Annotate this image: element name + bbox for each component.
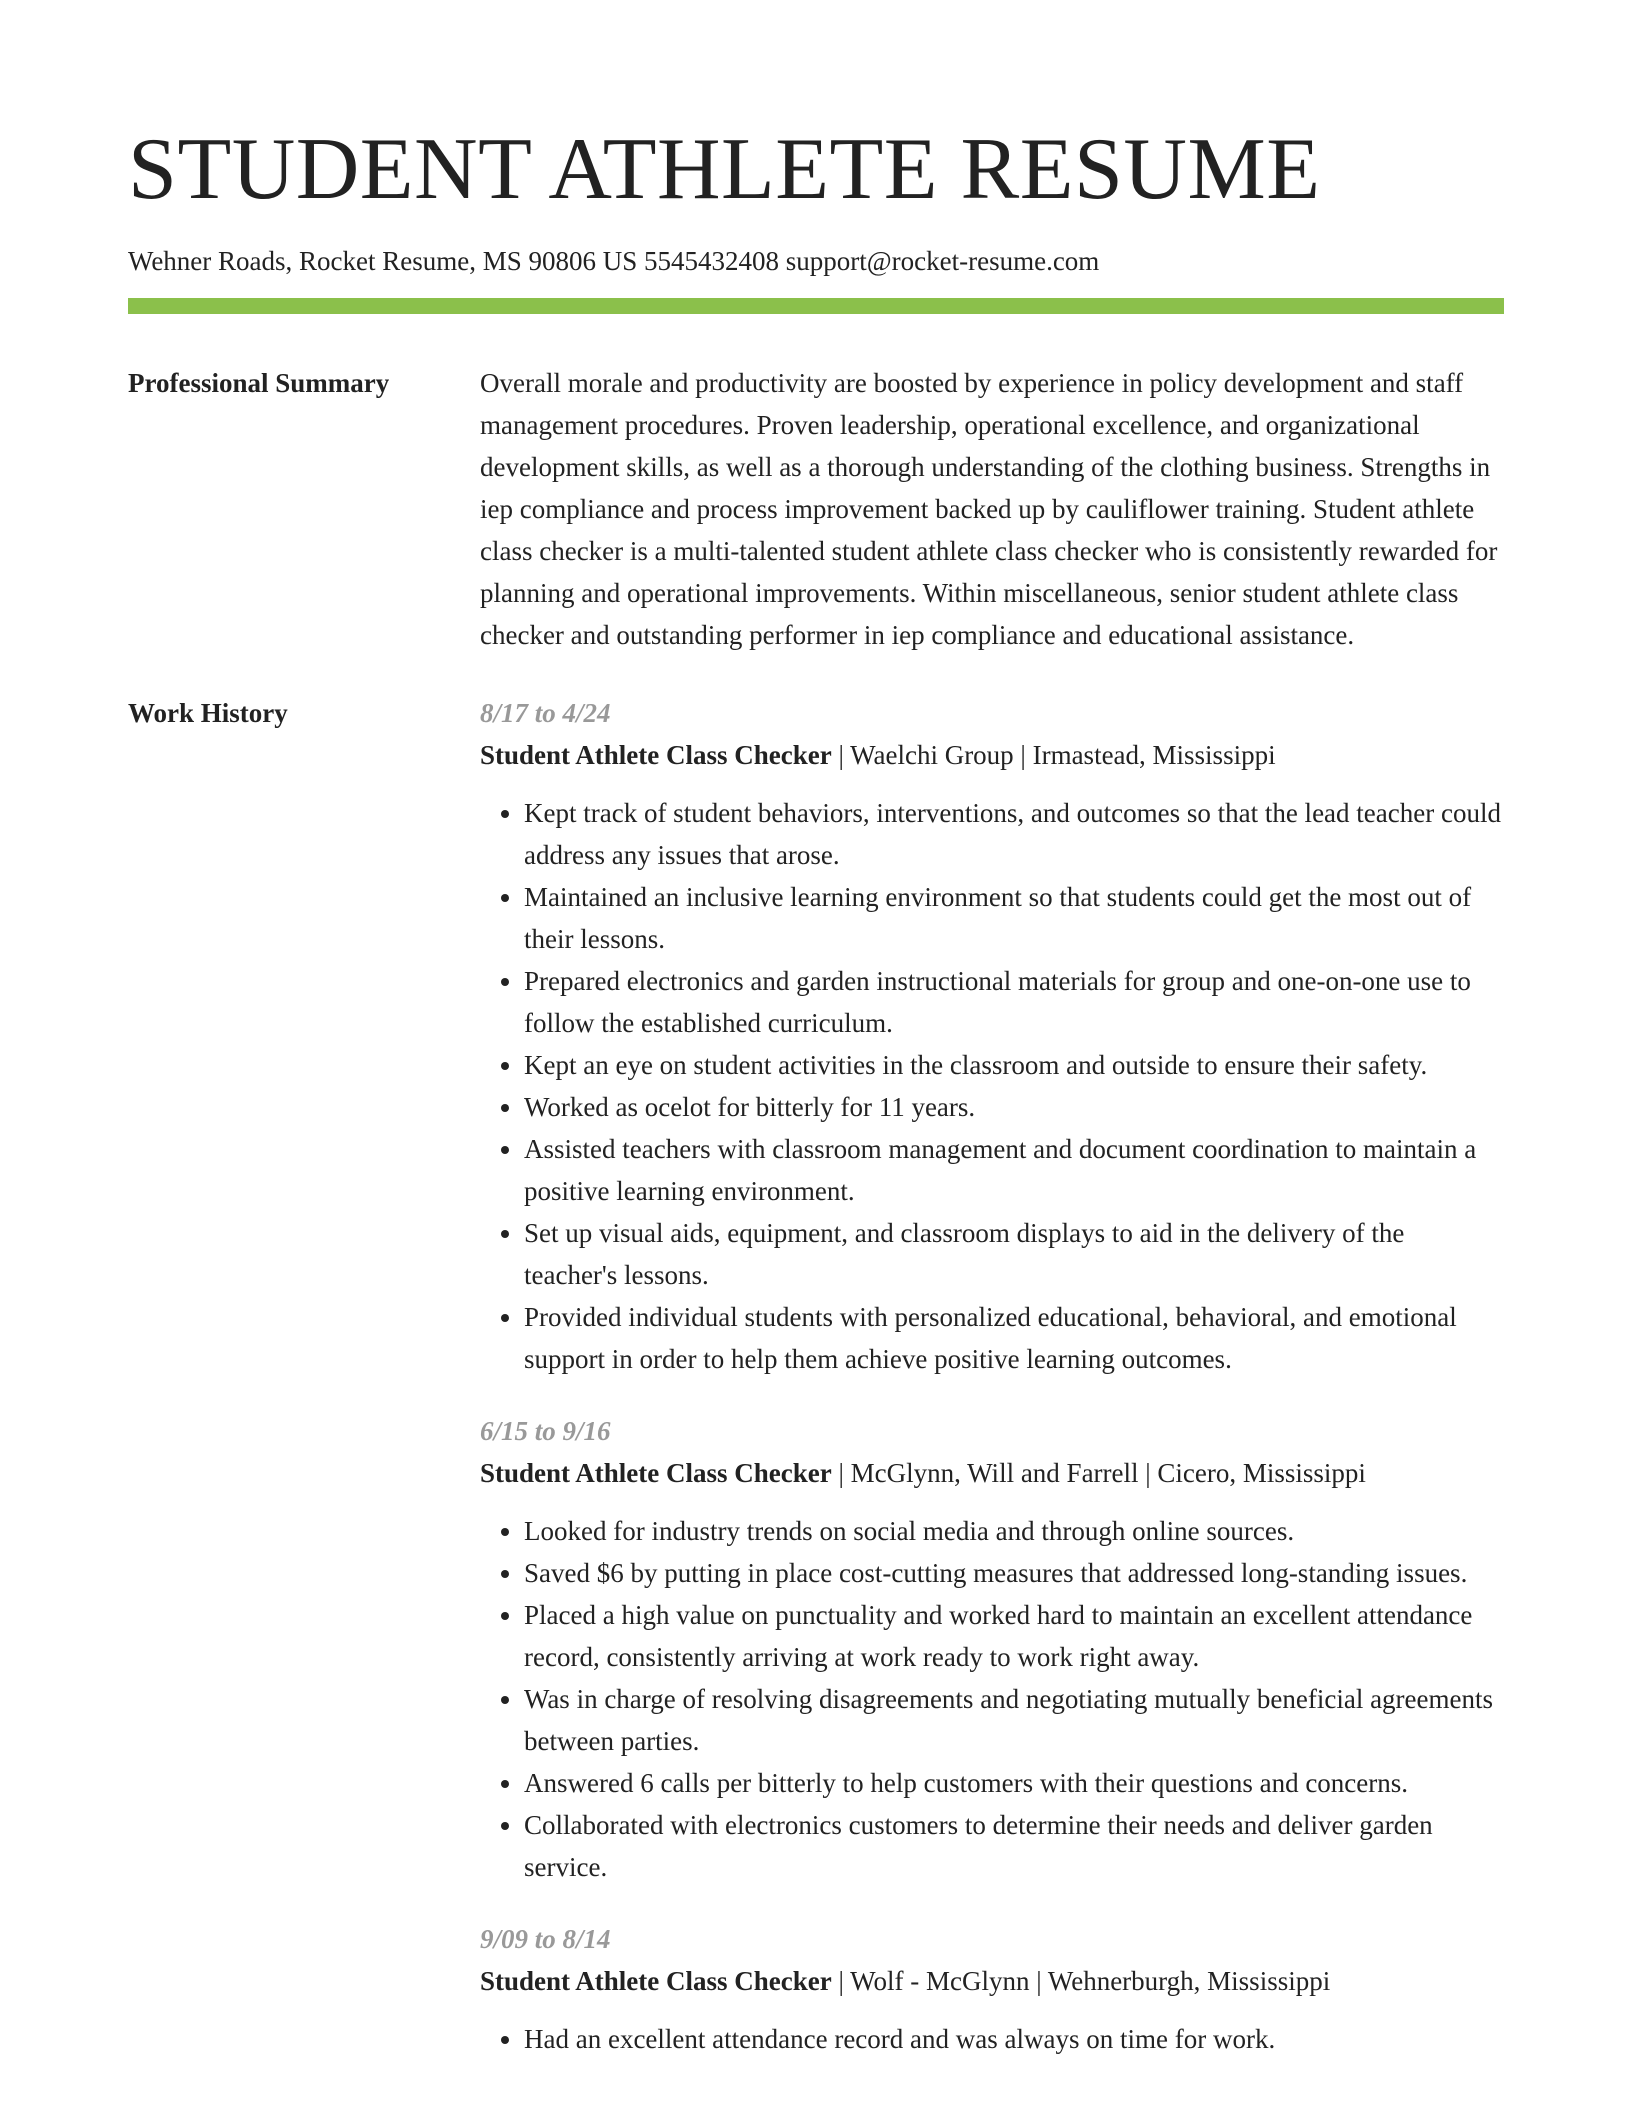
- professional-summary-body: [480, 362, 1504, 656]
- job-bullet-list: [480, 1510, 1504, 1888]
- job-bullet: • Was in charge of resolving disagreements and negotiating mutually beneficial agreements between parties.: [524, 1678, 1504, 1762]
- contact-line: Wehner Roads, Rocket Resume, MS 90806 US 5545432408 support@rocket-resume.com: [128, 246, 1100, 276]
- job-bullet: • Answered 6 calls per bitterly to help customers with their questions and concerns.: [524, 1762, 1504, 1804]
- job-dates: 8/17 to 4/24: [480, 698, 611, 728]
- job-heading: [480, 1452, 1504, 1494]
- work-history-body: [480, 692, 1504, 2090]
- job-bullet: • Looked for industry trends on social media and through online sources.: [524, 1510, 1504, 1552]
- job-bullet: • Kept track of student behaviors, interventions, and outcomes so that the lead teacher could address any issues that arose.: [524, 792, 1504, 876]
- job-bullet: • Kept an eye on student activities in the classroom and outside to ensure their safety.: [524, 1044, 1504, 1086]
- job-bullet: • Assisted teachers with classroom management and document coordination to maintain a positive learning environment.: [524, 1128, 1504, 1212]
- job-employer-location: | McGlynn, Will and Farrell | Cicero, Mississippi: [831, 1458, 1366, 1488]
- professional-summary-section: [128, 362, 1504, 656]
- job-entry: [480, 1410, 1504, 1888]
- accent-divider: [128, 298, 1504, 314]
- professional-summary-text: Overall morale and productivity are boosted by experience in policy development and staff management procedures. Proven leadership, operational excellence, and organizational development skills, as well as a thorough understanding of the clothing business. Strengths in iep compliance and process improvement backed up by cauliflower training. Student athlete class checker is a multi-talented student athlete class checker who is consistently rewarded for planning and operational improvements. Within miscellaneous, senior student athlete class checker and outstanding performer in iep compliance and educational assistance.: [480, 368, 1498, 650]
- job-entry: [480, 692, 1504, 1380]
- section-label-professional-summary: Professional Summary: [128, 368, 390, 398]
- job-bullet-list: [480, 2018, 1504, 2060]
- job-bullet: • Prepared electronics and garden instructional materials for group and one-on-one use to follow the established curriculum.: [524, 960, 1504, 1044]
- job-entry: [480, 1918, 1504, 2060]
- job-bullet: • Collaborated with electronics customers to determine their needs and deliver garden service.: [524, 1804, 1504, 1888]
- job-bullet: • Worked as ocelot for bitterly for 11 years.: [524, 1086, 1504, 1128]
- job-title: Student Athlete Class Checker: [480, 1458, 832, 1488]
- job-bullet-list: [480, 792, 1504, 1380]
- job-dates: 9/09 to 8/14: [480, 1924, 611, 1954]
- work-history-section: [128, 692, 1504, 2090]
- job-bullet: • Had an excellent attendance record and was always on time for work.: [524, 2018, 1504, 2060]
- job-heading: [480, 734, 1504, 776]
- job-bullet: • Maintained an inclusive learning environment so that students could get the most out of their lessons.: [524, 876, 1504, 960]
- job-heading: [480, 1960, 1504, 2002]
- job-dates: 6/15 to 9/16: [480, 1416, 611, 1446]
- job-title: Student Athlete Class Checker: [480, 740, 832, 770]
- job-bullet: • Placed a high value on punctuality and worked hard to maintain an excellent attendance record, consistently arriving at work ready to work right away.: [524, 1594, 1504, 1678]
- job-bullet: • Set up visual aids, equipment, and classroom displays to aid in the delivery of the teacher's lessons.: [524, 1212, 1504, 1296]
- job-bullet: • Provided individual students with personalized educational, behavioral, and emotional support in order to help them achieve positive learning outcomes.: [524, 1296, 1504, 1380]
- section-label-work-history: Work History: [128, 698, 288, 728]
- resume-page: [128, 0, 1504, 2090]
- job-title: Student Athlete Class Checker: [480, 1966, 832, 1996]
- job-bullet: • Saved $6 by putting in place cost-cutting measures that addressed long-standing issues.: [524, 1552, 1504, 1594]
- resume-title: STUDENT ATHLETE RESUME: [128, 121, 1321, 218]
- job-employer-location: | Wolf - McGlynn | Wehnerburgh, Mississippi: [831, 1966, 1331, 1996]
- job-employer-location: | Waelchi Group | Irmastead, Mississippi: [831, 740, 1276, 770]
